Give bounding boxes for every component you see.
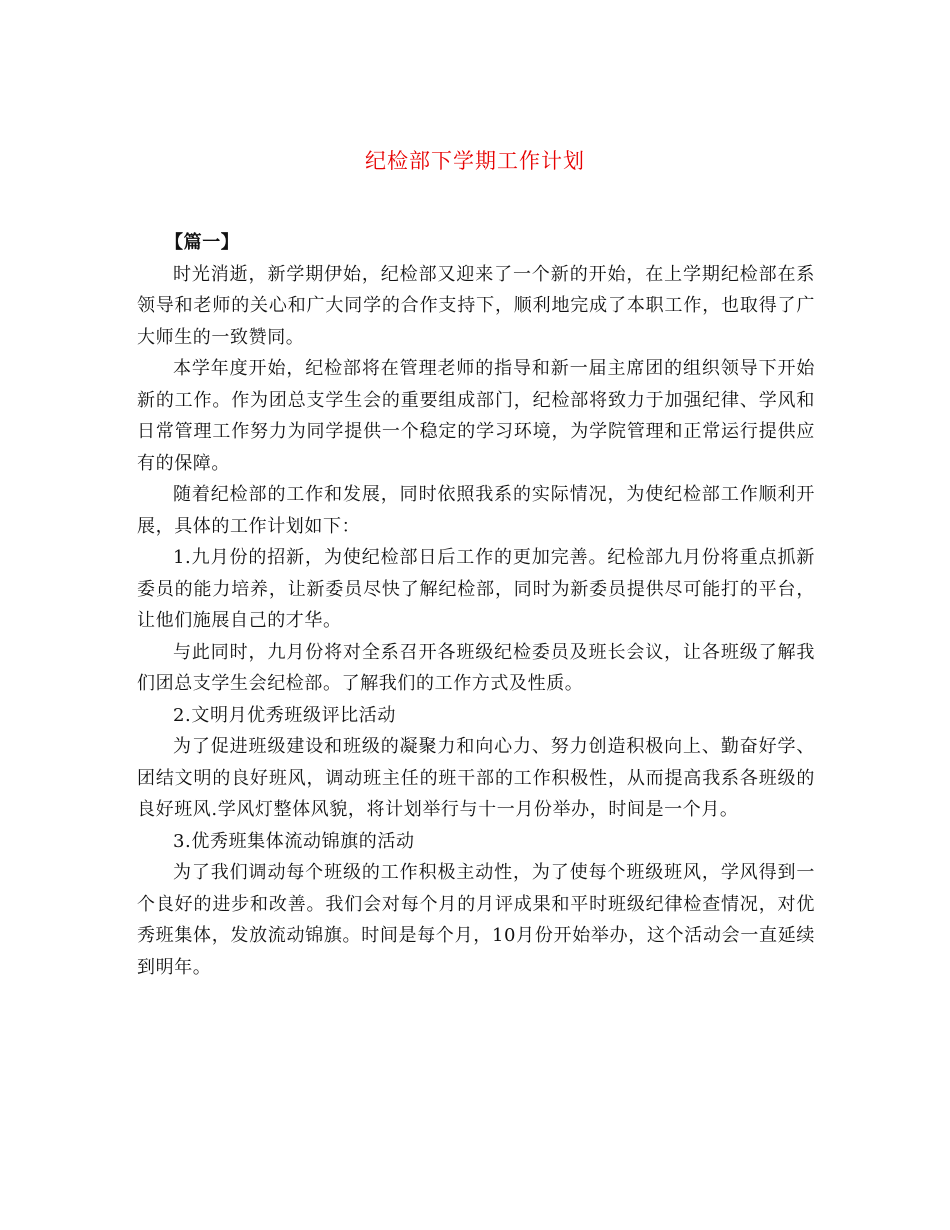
paragraph-item-3-detail: 为了我们调动每个班级的工作积极主动性，为了使每个班级班风，学风得到一个良好的进步和改善。我们会对每个月的月评成果和平时班级纪律检查情况，对优秀班集体，发放流动锦旗。时间是每个月，10月份开始举办，这个活动会一直延续到明年。	[137, 862, 815, 978]
paragraph-new-year: 本学年度开始，纪检部将在管理老师的指导和新一届主席团的组织领导下开始新的工作。作为团总支学生会的重要组成部门，纪检部将致力于加强纪律、学风和日常管理工作努力为同学提供一个稳定的学习环境，为学院管理和正常运行提供应有的保障。	[137, 358, 815, 474]
paragraph-item-1: 1.九月份的招新，为使纪检部日后工作的更加完善。纪检部九月份将重点抓新委员的能力培养，让新委员尽快了解纪检部，同时为新委员提供尽可能打的平台，让他们施展自己的才华。	[137, 547, 815, 631]
document-title: 纪检部下学期工作计划	[365, 149, 585, 173]
paragraph-plan-lead: 随着纪检部的工作和发展，同时依照我系的实际情况，为使纪检部工作顺利开展，具体的工作计划如下：	[137, 484, 815, 537]
paragraph-item-1-detail: 与此同时，九月份将对全系召开各班级纪检委员及班长会议，让各班级了解我们团总支学生会纪检部。了解我们的工作方式及性质。	[137, 641, 815, 694]
paragraph-item-2-detail: 为了促进班级建设和班级的凝聚力和向心力、努力创造积极向上、勤奋好学、团结文明的良好班风，调动班主任的班干部的工作积极性，从而提高我系各班级的良好班风.学风灯整体风貌，将计划举行与十一月份举办，时间是一个月。	[137, 736, 815, 820]
paragraph-intro: 时光消逝，新学期伊始，纪检部又迎来了一个新的开始，在上学期纪检部在系领导和老师的关心和广大同学的合作支持下，顺利地完成了本职工作，也取得了广大师生的一致赞同。	[137, 263, 815, 348]
document-body	[137, 227, 815, 983]
paragraph-item-2-heading: 2.文明月优秀班级评比活动	[173, 704, 396, 726]
section-label: 【篇一】	[165, 232, 240, 253]
paragraph-item-3-heading: 3.优秀班集体流动锦旗的活动	[173, 830, 415, 852]
